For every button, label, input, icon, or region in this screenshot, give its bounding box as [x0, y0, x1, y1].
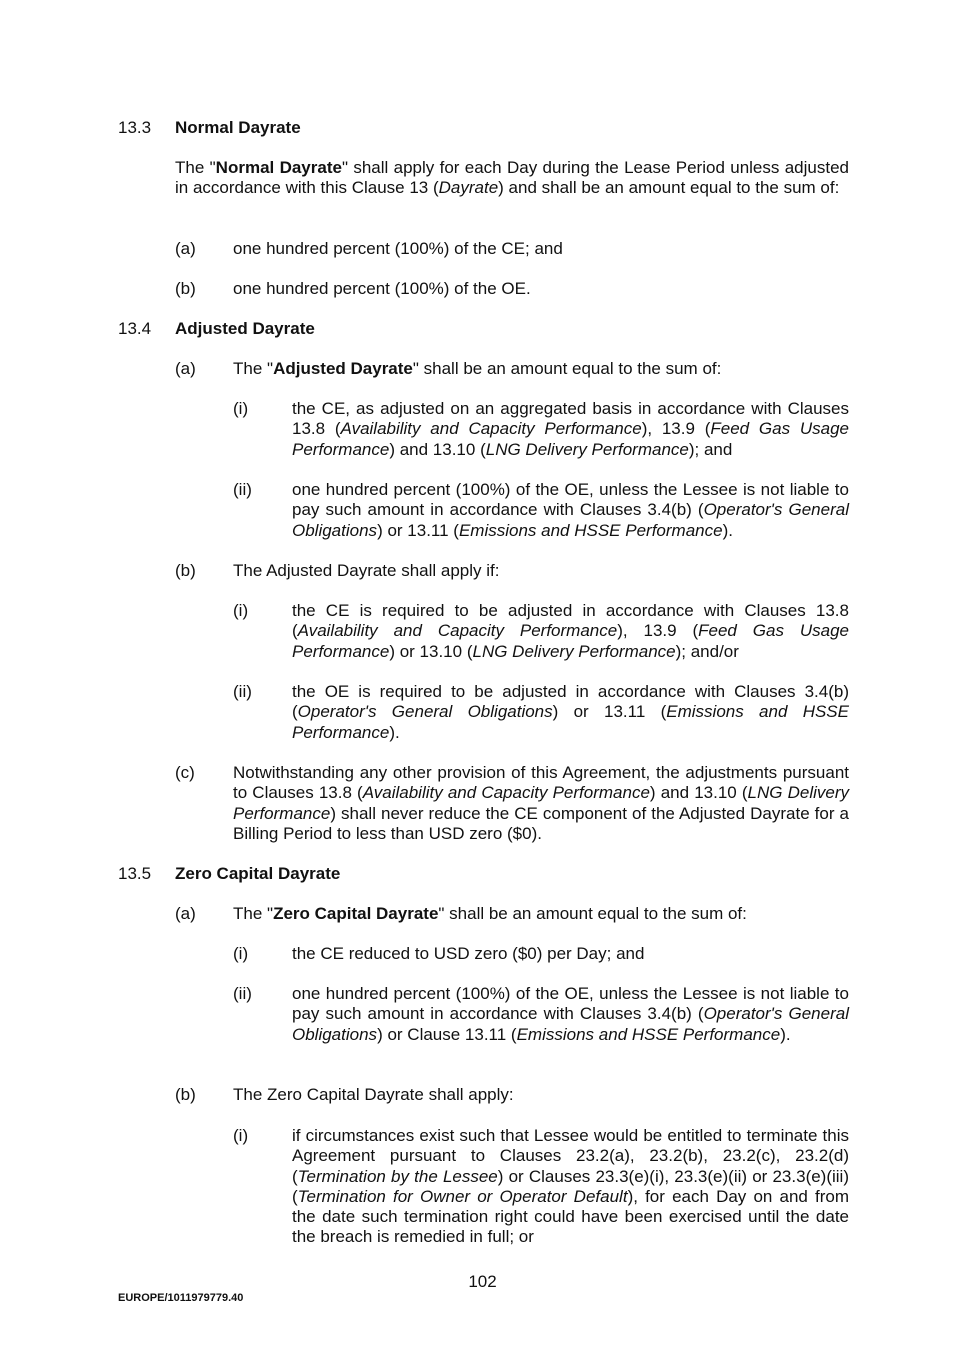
- clause-title-zero-capital-dayrate: Zero Capital Dayrate: [175, 864, 341, 883]
- subitem-text: one hundred percent (100%) of the OE, unless the Lessee is not liable to pay such amount in accordance with Clauses 3.4(b) (Operator's General Obligations) or Clause 13.11 (Emissions and HSSE Performance).: [292, 984, 849, 1044]
- clause-title-adjusted-dayrate: Adjusted Dayrate: [175, 319, 315, 338]
- subitem-label: (ii): [233, 682, 252, 701]
- subitem-label: (i): [233, 944, 249, 963]
- item-label: (b): [175, 561, 196, 580]
- subitem-label: (i): [233, 399, 249, 418]
- item-text: one hundred percent (100%) of the CE; and: [233, 239, 563, 258]
- clause-title-normal-dayrate: Normal Dayrate: [175, 118, 301, 137]
- subitem-label: (ii): [233, 984, 252, 1003]
- subitem-text: the CE, as adjusted on an aggregated basis in accordance with Clauses 13.8 (Availability and Capacity Performance), 13.9 (Feed Gas Usage Performance) and 13.10 (LNG Delivery Performance); and: [292, 399, 849, 459]
- item-label: (c): [175, 763, 195, 782]
- normal-dayrate-intro: The "Normal Dayrate" shall apply for each Day during the Lease Period unless adjusted in accordance with this Clause 13 (Dayrate) and shall be an amount equal to the sum of:: [175, 158, 849, 198]
- subitem-text: the CE reduced to USD zero ($0) per Day; and: [292, 944, 645, 963]
- item-label: (a): [175, 239, 196, 258]
- item-label: (b): [175, 279, 196, 298]
- page-number: 102: [468, 1272, 497, 1291]
- subitem-text: the OE is required to be adjusted in accordance with Clauses 3.4(b) (Operator's General Obligations) or 13.11 (Emissions and HSSE Performance).: [292, 682, 849, 742]
- subitem-label: (i): [233, 601, 249, 620]
- item-label: (a): [175, 904, 196, 923]
- subitem-label: (ii): [233, 480, 252, 499]
- item-text: The "Zero Capital Dayrate" shall be an amount equal to the sum of:: [233, 904, 747, 923]
- clause-number-13-4: 13.4: [118, 319, 152, 338]
- document-reference: EUROPE/1011979779.40: [118, 1292, 244, 1304]
- item-text: The Adjusted Dayrate shall apply if:: [233, 561, 500, 580]
- subitem-text: the CE is required to be adjusted in accordance with Clauses 13.8 (Availability and Capacity Performance), 13.9 (Feed Gas Usage Performance) or 13.10 (LNG Delivery Performance); and/or: [292, 601, 850, 661]
- item-text: Notwithstanding any other provision of this Agreement, the adjustments pursuant to Clauses 13.8 (Availability and Capacity Performance) and 13.10 (LNG Delivery Performance) shall never reduce the CE component of the Adjusted Dayrate for a Billing Period to less than USD zero ($0).: [233, 763, 849, 843]
- item-text: The "Adjusted Dayrate" shall be an amount equal to the sum of:: [233, 359, 722, 378]
- clause-number-13-3: 13.3: [118, 118, 152, 137]
- item-text: one hundred percent (100%) of the OE.: [233, 279, 531, 298]
- item-text: The Zero Capital Dayrate shall apply:: [233, 1085, 514, 1104]
- item-label: (a): [175, 359, 196, 378]
- clause-number-13-5: 13.5: [118, 864, 152, 883]
- item-label: (b): [175, 1085, 196, 1104]
- subitem-text: if circumstances exist such that Lessee would be entitled to terminate this Agreement pursuant to Clauses 23.2(a), 23.2(b), 23.2(c), 23.2(d) (Termination by the Lessee) or Clauses 23.3(e)(i), 23.3(e)(ii) or 23.3(e)(iii) (Termination for Owner or Operator Default), for each Day on and from the date such termination right could have been exercised until the date the breach is remedied in full; or: [292, 1126, 849, 1247]
- subitem-text: one hundred percent (100%) of the OE, unless the Lessee is not liable to pay such amount in accordance with Clauses 3.4(b) (Operator's General Obligations) or 13.11 (Emissions and HSSE Performance).: [292, 480, 849, 540]
- subitem-label: (i): [233, 1126, 249, 1145]
